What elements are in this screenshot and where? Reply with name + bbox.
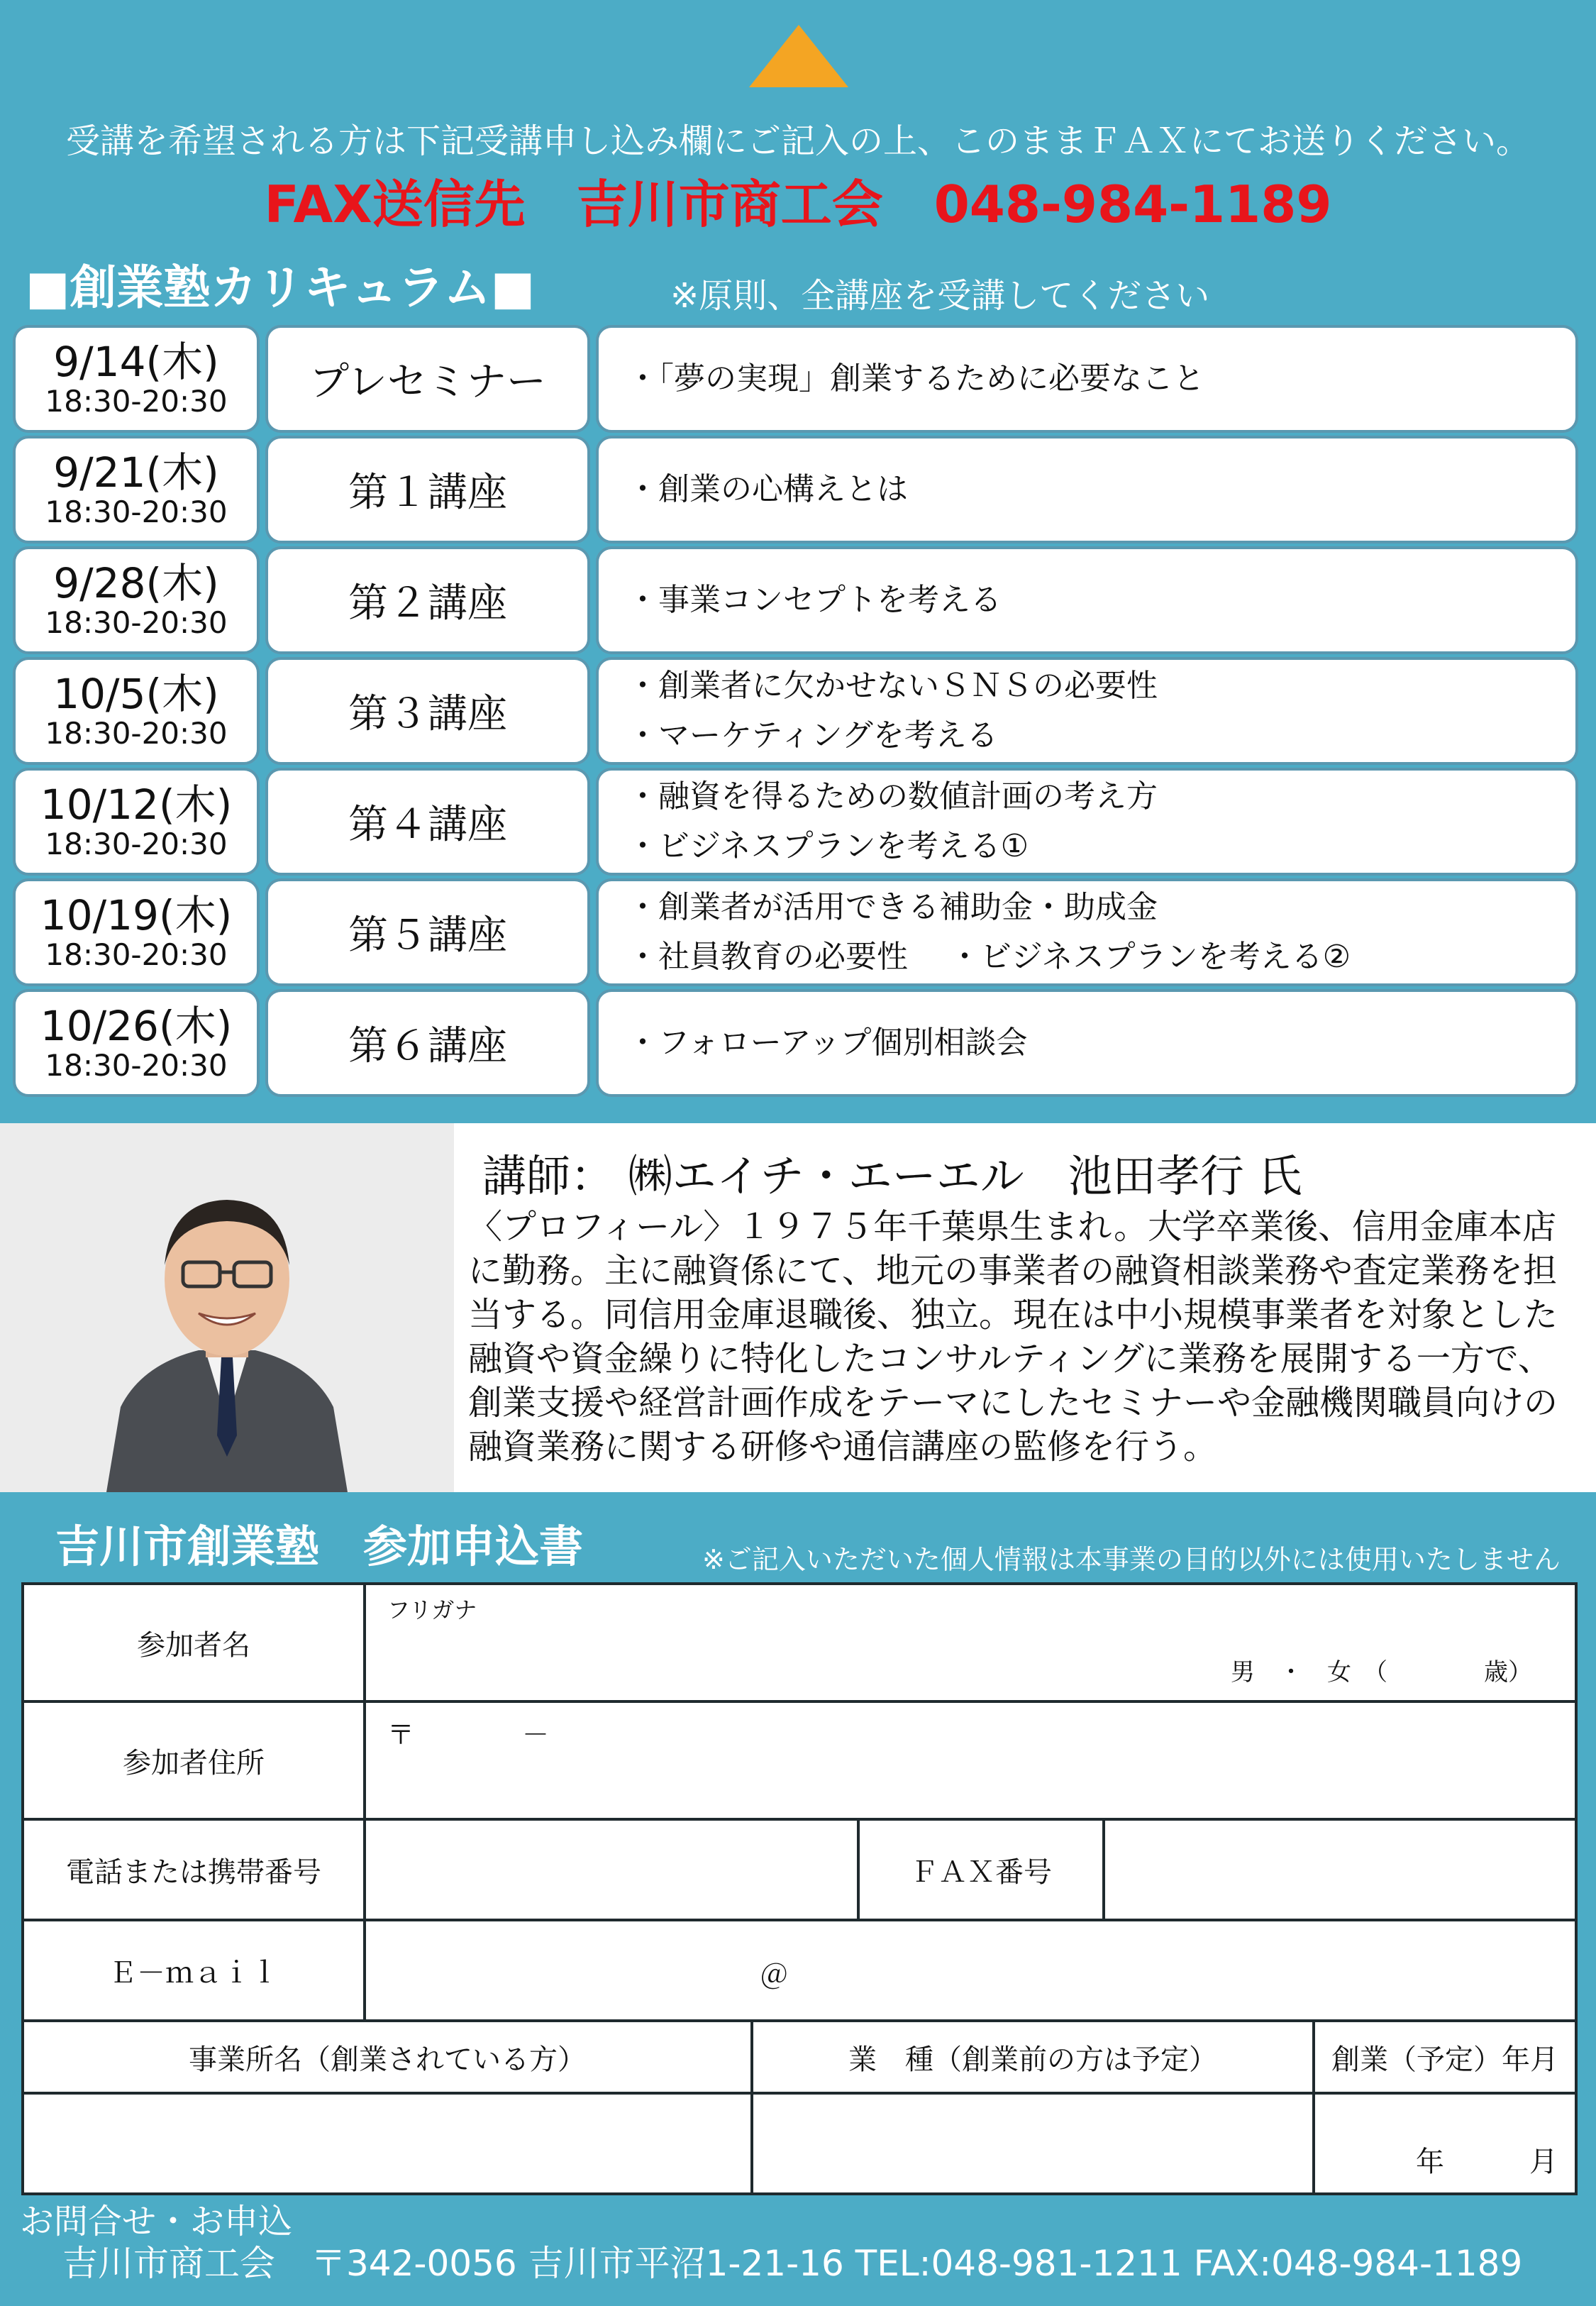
phone-label: 電話または携帯番号 bbox=[23, 1819, 365, 1920]
date-cell: 9/21(木) 18:30-20:30 bbox=[13, 436, 260, 544]
date-cell: 10/19(木) 18:30-20:30 bbox=[13, 878, 260, 986]
furigana-label: フリガナ bbox=[387, 1596, 477, 1623]
lecture-cell: 第６講座 bbox=[265, 989, 590, 1097]
triangle-up-icon bbox=[749, 25, 848, 87]
date-cell: 10/5(木) 18:30-20:30 bbox=[13, 657, 260, 765]
lecture-cell: 第１講座 bbox=[265, 436, 590, 544]
at-mark: ＠ bbox=[760, 1959, 788, 1992]
email-label: Ｅ－ｍａｉｌ bbox=[23, 1920, 365, 2021]
participant-name-field[interactable] bbox=[365, 1584, 1576, 1701]
lecture-cell: 第３講座 bbox=[265, 657, 590, 765]
fax-number-field[interactable] bbox=[1104, 1819, 1576, 1920]
topic-cell: ・創業者が活用できる補助金・助成金 ・社員教育の必要性 ・ビジネスプランを考える② bbox=[596, 878, 1578, 986]
lecture-cell: 第５講座 bbox=[265, 878, 590, 986]
date-cell: 9/28(木) 18:30-20:30 bbox=[13, 546, 260, 654]
date-cell: 9/14(木) 18:30-20:30 bbox=[13, 325, 260, 433]
lecture-cell: プレセミナー bbox=[265, 325, 590, 433]
participant-name-label: 参加者名 bbox=[23, 1584, 365, 1701]
fax-destination: FAX送信先 吉川市商工会 048-984-1189 bbox=[264, 175, 1332, 234]
application-form bbox=[21, 1582, 1578, 2195]
topic-cell: ・事業コンセプトを考える bbox=[596, 546, 1578, 654]
year-month-label: 年 月 bbox=[1416, 2146, 1558, 2178]
postal-mark: 〒 － bbox=[387, 1719, 550, 1750]
instructor-photo bbox=[0, 1123, 454, 1492]
date-cell: 10/12(木) 18:30-20:30 bbox=[13, 768, 260, 876]
participant-address-label: 参加者住所 bbox=[23, 1701, 365, 1819]
lecture-cell: 第２講座 bbox=[265, 546, 590, 654]
contact-heading: お問合せ・お申込 bbox=[20, 2202, 293, 2241]
industry-label: 業 種（創業前の方は予定） bbox=[752, 2021, 1314, 2093]
lecture-cell: 第４講座 bbox=[265, 768, 590, 876]
instruction-text: 受講を希望される方は下記受講申し込み欄にご記入の上、このままＦＡＸにてお送りください。 bbox=[65, 121, 1530, 161]
topic-cell: ・融資を得るための数値計画の考え方 ・ビジネスプランを考える① bbox=[596, 768, 1578, 876]
fax-number-label: ＦＡＸ番号 bbox=[858, 1819, 1104, 1920]
curriculum-note: ※原則、全講座を受講してください bbox=[670, 276, 1210, 316]
application-title: 吉川市創業塾 参加申込書 bbox=[55, 1521, 584, 1572]
contact-details: 吉川市商工会 〒342-0056 吉川市平沼1-21-16 TEL:048-981-1211 FAX:048-984-1189 bbox=[62, 2243, 1523, 2284]
gender-age-label: 男 ・ 女 （ 歳） bbox=[1231, 1658, 1533, 1687]
curriculum-title: ■創業塾カリキュラム■ bbox=[26, 260, 536, 315]
topic-cell: ・創業の心構えとは bbox=[596, 436, 1578, 544]
date-cell: 10/26(木) 18:30-20:30 bbox=[13, 989, 260, 1097]
instructor-profile: 〈プロフィール〉１９７５年千葉県生まれ。大学卒業後、信用金庫本店に勤務。主に融資係にて、地元の事業者の融資相談業務や査定業務を担当する。同信用金庫退職後、独立。現在は中小規模事業者を対象とした融資や資金繰りに特化したコンサルティングに業務を展開する一方で、創業支援や経営計画作成をテーマにしたセミナーや金融機関職員向けの融資業務に関する研修や通信講座の監修を行う。 bbox=[468, 1207, 1558, 1467]
topic-cell: ・フォローアップ個別相談会 bbox=[596, 989, 1578, 1097]
participant-address-field[interactable] bbox=[365, 1701, 1576, 1819]
business-name-label: 事業所名（創業されている方） bbox=[23, 2021, 752, 2093]
phone-field[interactable] bbox=[365, 1819, 858, 1920]
application-note: ※ご記入いただいた個人情報は本事業の目的以外には使用いたしません bbox=[702, 1544, 1561, 1575]
industry-field[interactable] bbox=[752, 2093, 1314, 2194]
start-date-label: 創業（予定）年月 bbox=[1314, 2021, 1576, 2093]
business-name-field[interactable] bbox=[23, 2093, 752, 2194]
email-field[interactable] bbox=[365, 1920, 1576, 2021]
topic-cell: ・創業者に欠かせないＳＮＳの必要性 ・マーケティングを考える bbox=[596, 657, 1578, 765]
start-date-field[interactable] bbox=[1314, 2093, 1576, 2194]
topic-cell: ・「夢の実現」創業するために必要なこと bbox=[596, 325, 1578, 433]
instructor-name: 講師： ㈱エイチ・エーエル 池田孝行 氏 bbox=[482, 1150, 1302, 1202]
